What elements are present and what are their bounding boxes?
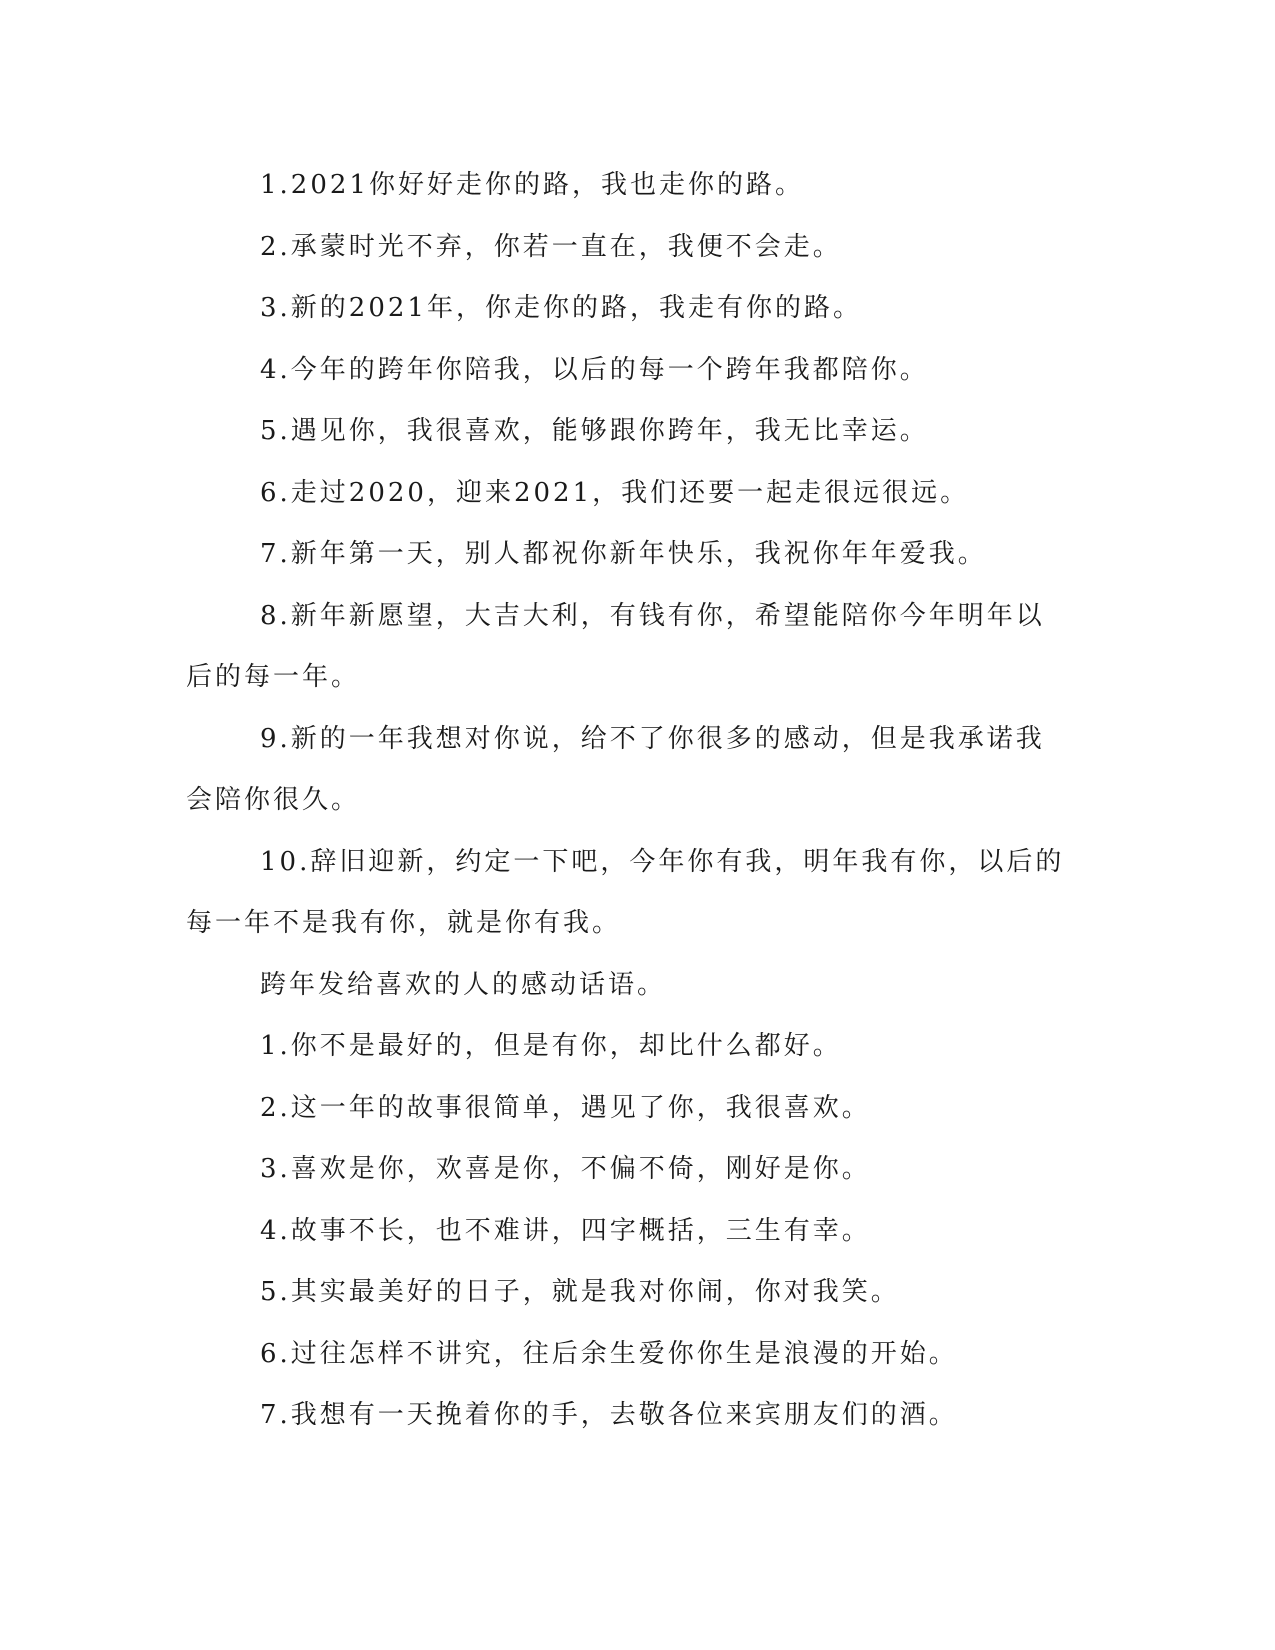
paragraph-5: 5.遇见你，我很喜欢，能够跟你跨年，我无比幸运。 bbox=[260, 416, 929, 446]
paragraph-14: 4.故事不长，也不难讲，四字概括，三生有幸。 bbox=[260, 1215, 871, 1246]
paragraph-15: 5.其实最美好的日子，就是我对你闹，你对我笑。 bbox=[260, 1277, 900, 1307]
paragraph-2: 2.承蒙时光不弃，你若一直在，我便不会走。 bbox=[260, 231, 842, 262]
section-heading: 跨年发给喜欢的人的感动话语。 bbox=[260, 969, 667, 1000]
paragraph-17: 7.我想有一天挽着你的手，去敬各位来宾朋友们的酒。 bbox=[260, 1400, 958, 1430]
paragraph-8: 8.新年新愿望，大吉大利，有钱有你，希望能陪你今年明年以后的每一年。 bbox=[186, 600, 1045, 692]
paragraph-3: 3.新的2021年，你走你的路，我走有你的路。 bbox=[260, 293, 862, 323]
paragraph-11: 1.你不是最好的，但是有你，却比什么都好。 bbox=[260, 1031, 842, 1061]
paragraph-1: 1.2021你好好走你的路，我也走你的路。 bbox=[260, 170, 804, 200]
paragraph-16: 6.过往怎样不讲究，往后余生爱你你生是浪漫的开始。 bbox=[260, 1338, 958, 1369]
paragraph-10: 10.辞旧迎新，约定一下吧，今年你有我，明年我有你，以后的每一年不是我有你，就是你有我。 bbox=[186, 846, 1065, 938]
paragraph-6: 6.走过2020，迎来2021，我们还要一起走很远很远。 bbox=[260, 477, 970, 508]
paragraph-4: 4.今年的跨年你陪我，以后的每一个跨年我都陪你。 bbox=[260, 354, 929, 385]
paragraph-7: 7.新年第一天，别人都祝你新年快乐，我祝你年年爱我。 bbox=[260, 539, 987, 569]
paragraph-9: 9.新的一年我想对你说，给不了你很多的感动，但是我承诺我会陪你很久。 bbox=[186, 723, 1045, 815]
paragraph-12: 2.这一年的故事很简单，遇见了你，我很喜欢。 bbox=[260, 1092, 871, 1123]
document-body bbox=[186, 155, 1066, 1447]
paragraph-13: 3.喜欢是你，欢喜是你，不偏不倚，刚好是你。 bbox=[260, 1154, 871, 1184]
